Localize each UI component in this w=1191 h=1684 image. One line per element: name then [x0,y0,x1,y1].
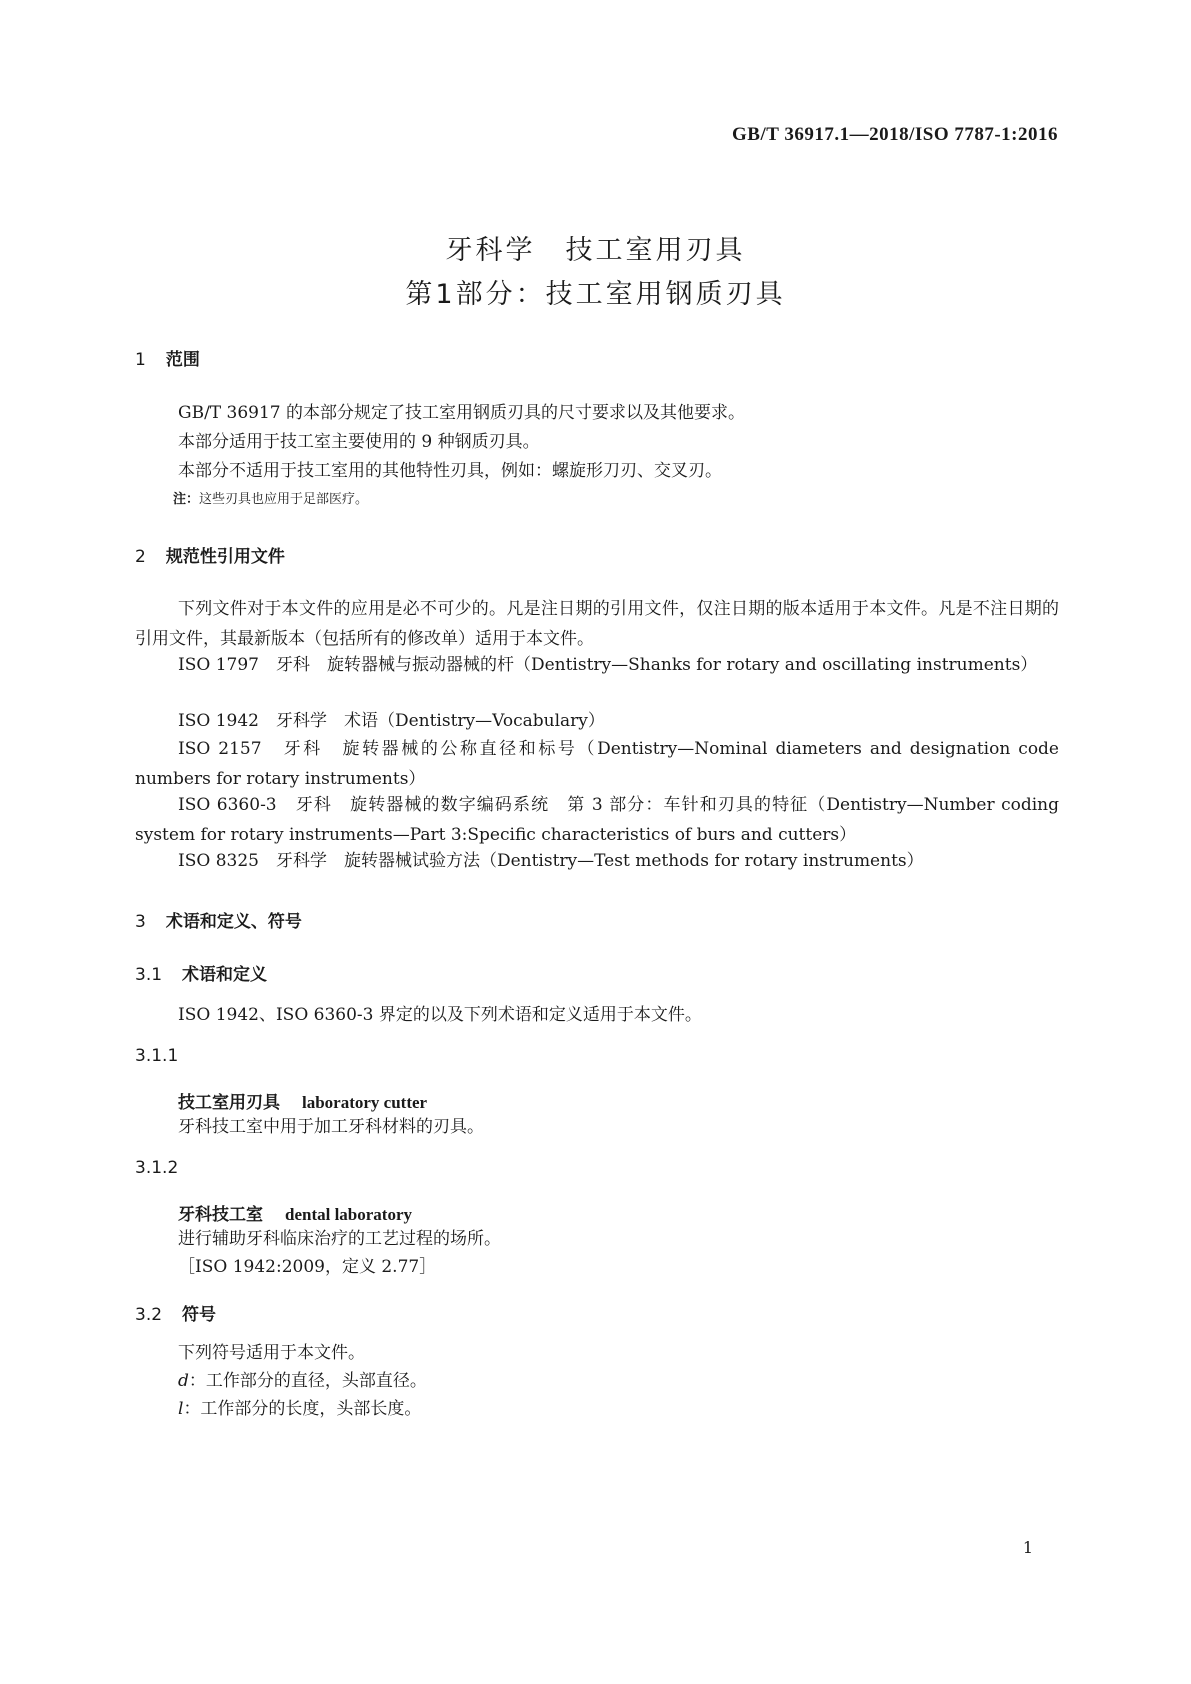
standard-code-header: GB/T 36917.1—2018/ISO 7787-1:2016 [732,124,1058,145]
note-label: 注： [173,492,200,507]
reference-item: ISO 1942 牙科学 术语（Dentistry—Vocabulary） [178,711,605,731]
term-number [135,1046,198,1066]
term-zh: 技工室用刃具 [178,1093,280,1113]
page-number: 1 [1022,1538,1033,1557]
term-definition: 牙科技工室中用于加工牙科材料的刃具。 [178,1117,484,1137]
paragraph: 本部分不适用于技工室用的其他特性刃具，例如：螺旋形刀刃、交叉刃。 [178,461,722,481]
section-number: 3.1.1 [135,1046,179,1066]
title-line-2: 第1部分：技工室用钢质刃具 [405,279,786,310]
reference-item: ISO 2157 牙科 旋转器械的公称直径和标号（Dentistry—Nominal diameters and designation code numbers for rotary instruments） [135,739,1059,789]
section-title: 术语和定义、符号 [165,912,302,932]
symbol-definition [178,1394,421,1424]
term-heading [178,1088,427,1113]
title-line-1: 牙科学 技工室用刃具 [445,235,746,266]
symbol-definition [178,1366,427,1396]
section-title: 规范性引用文件 [165,547,285,567]
paragraph: 下列符号适用于本文件。 [178,1343,365,1363]
paragraph: GB/T 36917 的本部分规定了技工室用钢质刃具的尺寸要求以及其他要求。 [178,403,746,423]
term-source: ［ISO 1942:2009，定义 2.77］ [178,1257,437,1277]
reference-item: ISO 1797 牙科 旋转器械与振动器械的杆（Dentistry—Shanks for rotary and oscillating instruments） [178,655,1038,675]
section-1-heading [135,345,200,370]
paragraph: 下列文件对于本文件的应用是必不可少的。凡是注日期的引用文件，仅注日期的版本适用于本文件。凡是不注日期的引用文件，其最新版本（包括所有的修改单）适用于本文件。 [135,599,1059,649]
term-en: laboratory cutter [302,1093,428,1112]
term-zh: 牙科技工室 [178,1205,263,1225]
symbol: d [178,1371,189,1391]
reference-item: ISO 8325 牙科学 旋转器械试验方法（Dentistry—Test methods for rotary instruments） [178,851,924,871]
section-3-heading [135,907,302,932]
section-title: 术语和定义 [182,965,268,985]
section-number: 2 [135,547,146,567]
term-en: dental laboratory [285,1205,413,1224]
section-2-heading [135,542,285,567]
section-title: 符号 [182,1305,217,1325]
section-3-1-heading [135,960,267,985]
section-number: 1 [135,350,146,370]
section-number: 3 [135,912,146,932]
term-heading [178,1200,412,1225]
symbol-description: ：工作部分的直径，头部直径。 [188,1371,427,1391]
section-3-2-heading [135,1300,216,1325]
term-definition: 进行辅助牙科临床治疗的工艺过程的场所。 [178,1229,501,1249]
note [173,488,368,507]
section-title: 范围 [165,350,200,370]
symbol: l [178,1399,184,1419]
reference-item: ISO 6360-3 牙科 旋转器械的数字编码系统 第 3 部分：车针和刃具的特征（Dentistry—Number coding system for rotary instruments—Part 3:Specific characteristics of burs and cutters） [135,795,1059,845]
symbol-description: ：工作部分的长度，头部长度。 [183,1399,422,1419]
section-number: 3.1 [135,965,163,985]
paragraph: ISO 1942、ISO 6360-3 界定的以及下列术语和定义适用于本文件。 [178,1005,702,1025]
term-number [135,1158,198,1178]
section-number: 3.1.2 [135,1158,179,1178]
paragraph: 本部分适用于技工室主要使用的 9 种钢质刃具。 [178,432,540,452]
note-text: 这些刃具也应用于足部医疗。 [199,492,369,507]
section-number: 3.2 [135,1305,163,1325]
